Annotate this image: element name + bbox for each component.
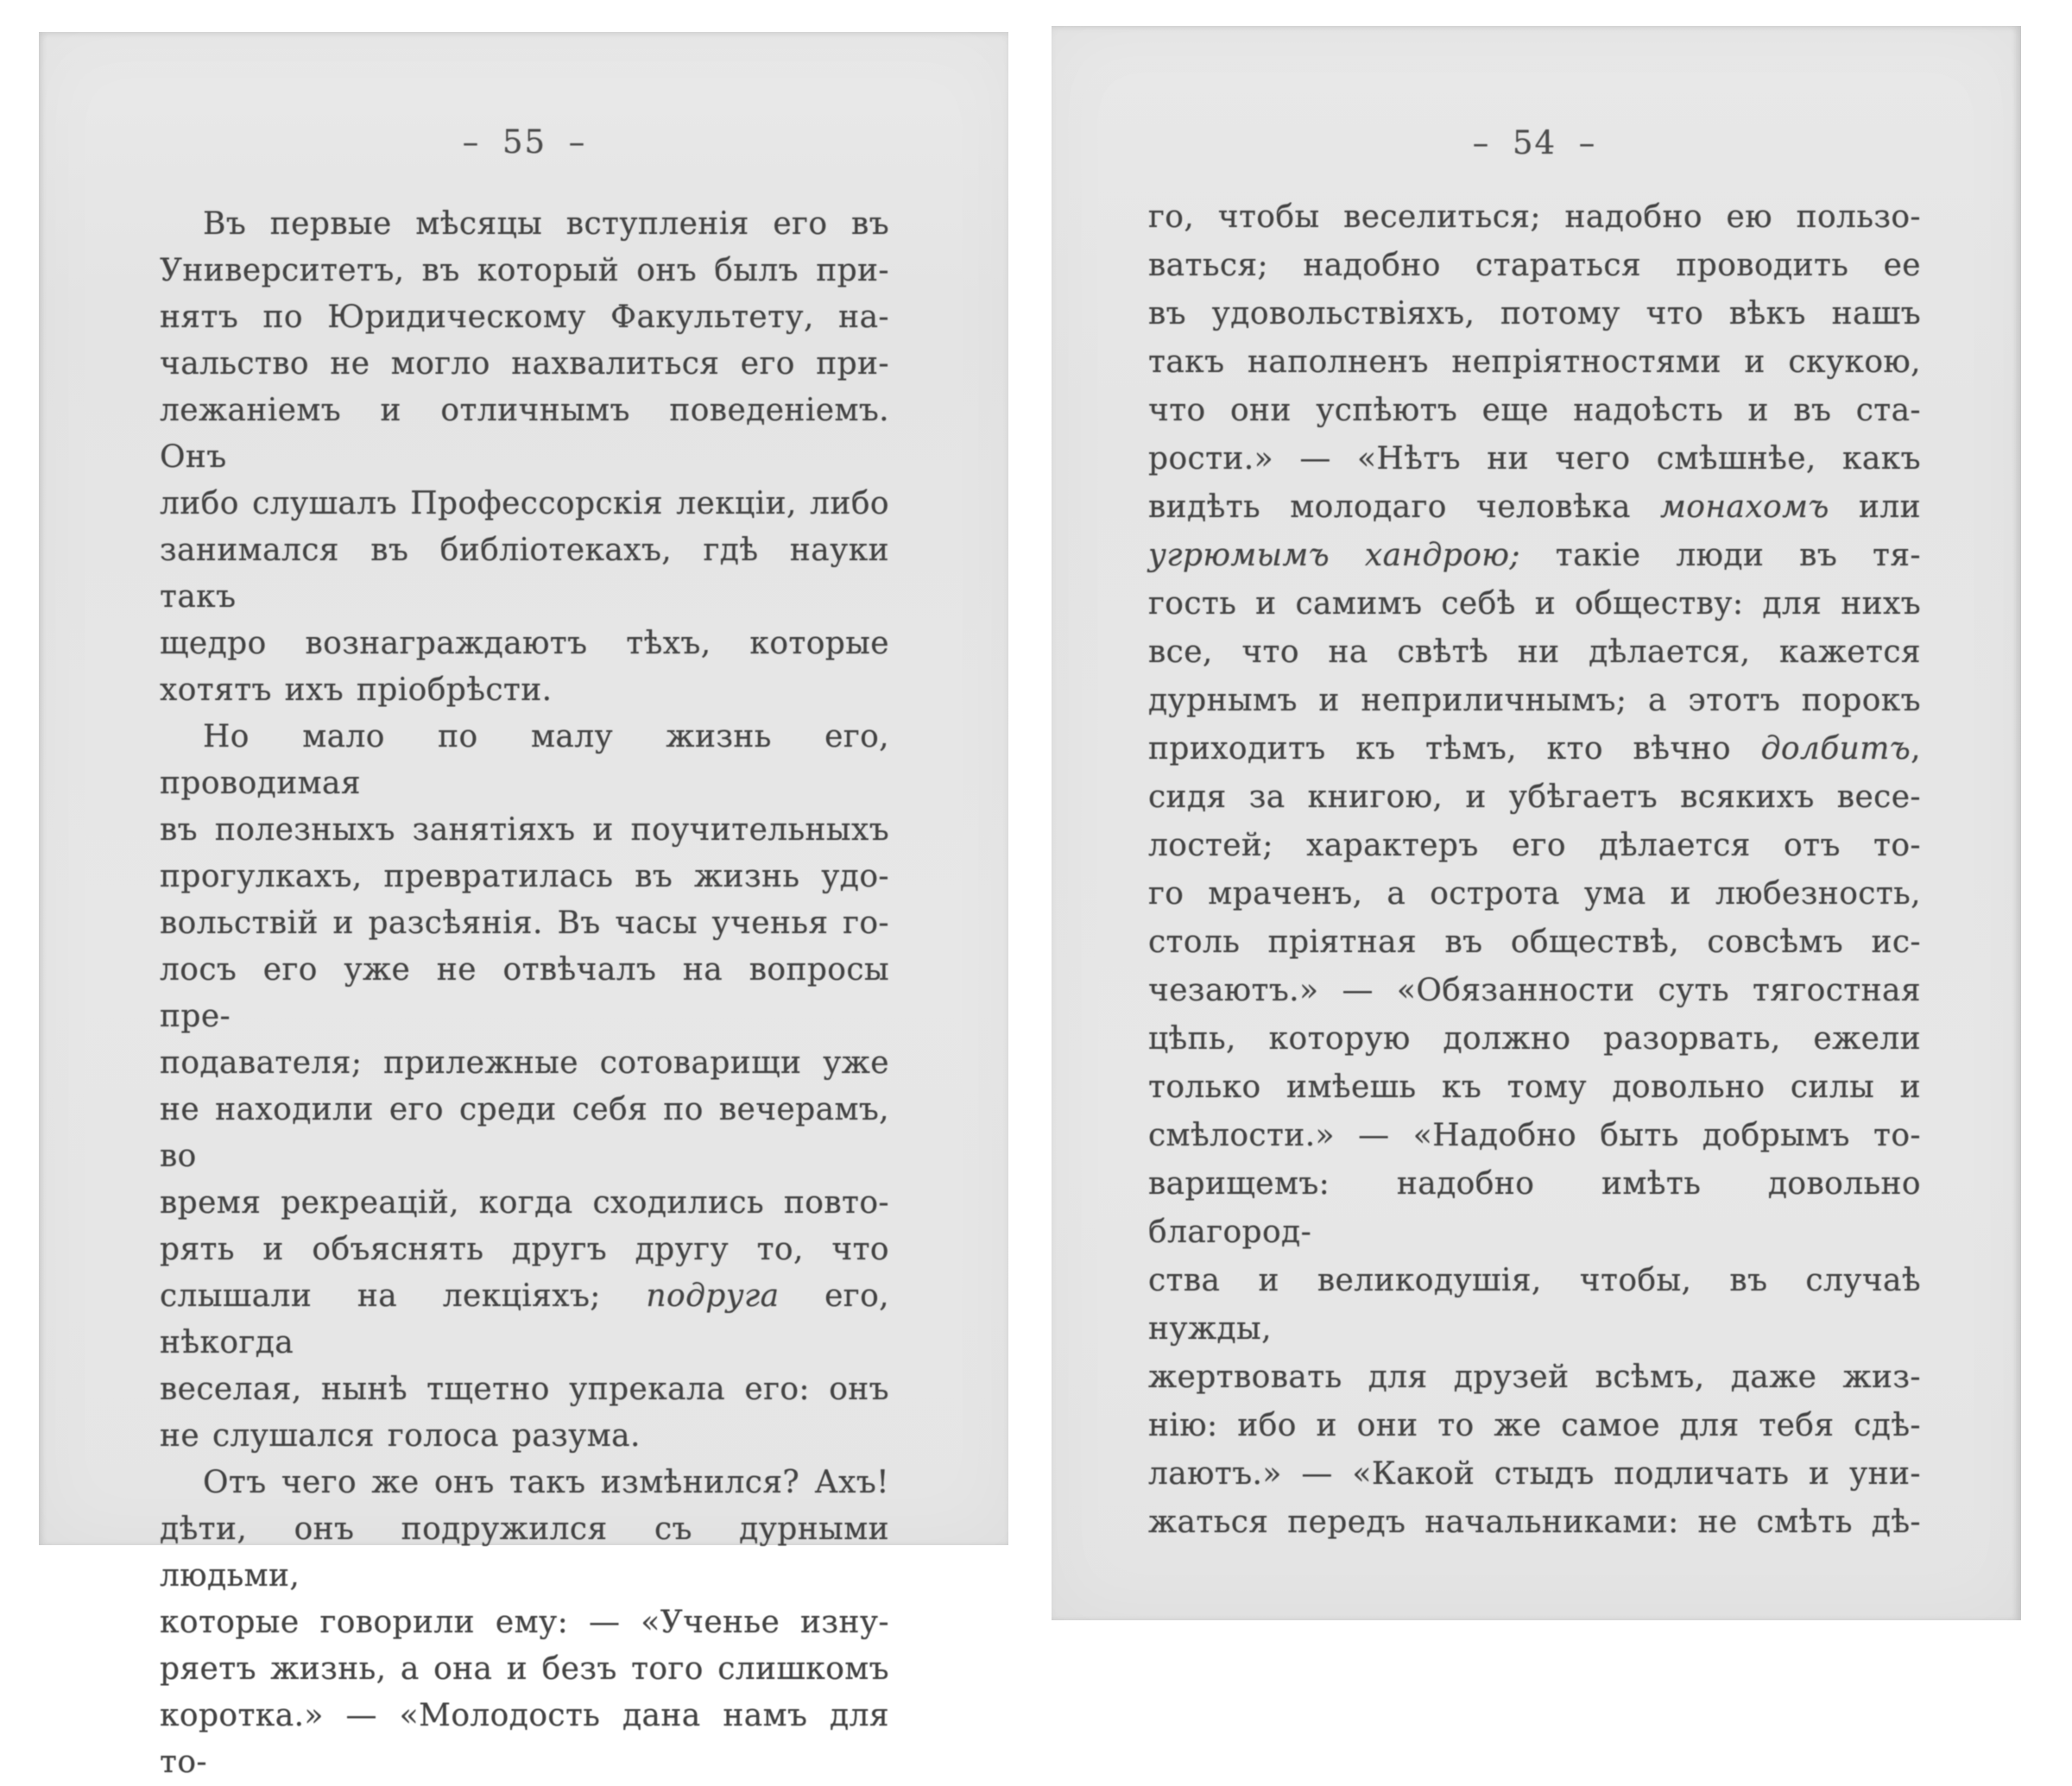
text-line: [1148, 918, 1921, 967]
text-run: го, чтобы веселиться; надобно ею пользо-: [1148, 199, 1921, 235]
text-line: [160, 1227, 889, 1273]
left-page-text-block: [160, 201, 889, 1786]
text-run: дурнымъ и неприличнымъ; а этотъ порокъ: [1148, 683, 1921, 718]
text-line: [160, 388, 889, 481]
left-page: [39, 32, 1008, 1780]
text-run: не находили его среди себя по вечерамъ, во: [160, 1092, 889, 1174]
text-line: [160, 807, 889, 854]
page-number-left: – 55 –: [462, 123, 587, 161]
text-line: [1148, 532, 1921, 580]
text-line: [160, 248, 889, 294]
text-run: го мраченъ, а острота ума и любезность,: [1148, 876, 1921, 912]
text-line: [1148, 1257, 1921, 1354]
text-line: [1148, 193, 1921, 242]
text-run: въ полезныхъ занятіяхъ и поучительныхъ: [160, 812, 889, 848]
text-line: [1148, 242, 1921, 290]
text-line: [160, 1460, 889, 1506]
text-run: или: [1829, 489, 1922, 525]
text-run: жаться передъ начальниками: не смѣть дѣ-: [1148, 1505, 1921, 1540]
text-run: Въ первые мѣсяцы вступленія его въ: [203, 206, 889, 242]
text-line: [1148, 725, 1921, 773]
text-line: [1148, 1112, 1921, 1160]
text-run: цѣпь, которую должно разорвать, ежели: [1148, 1021, 1921, 1057]
text-line: [1148, 870, 1921, 918]
text-line: [160, 714, 889, 807]
text-line: [160, 1693, 889, 1786]
text-run: ,: [1911, 731, 1921, 767]
text-run: столь пріятная въ обществѣ, совсѣмъ ис-: [1148, 925, 1921, 960]
text-line: [160, 1040, 889, 1087]
text-run: подавателя; прилежные сотоварищи уже: [160, 1045, 889, 1081]
text-run: лаютъ.» — «Какой стыдъ подличать и уни-: [1148, 1456, 1921, 1492]
text-run: такіе люди въ тя-: [1519, 538, 1921, 573]
text-run: Отъ чего же онъ такъ измѣнился? Ахъ!: [203, 1465, 889, 1500]
text-line: [160, 1413, 889, 1460]
text-run: чальство не могло нахвалиться его при-: [160, 346, 889, 382]
right-page-text-block: [1148, 193, 1921, 1547]
text-run: слышали на лекціяхъ;: [160, 1278, 647, 1314]
text-run: лежаніемъ и отличнымъ поведеніемъ. Онъ: [160, 393, 889, 475]
text-run: ства и великодушія, чтобы, въ случаѣ нужды,: [1148, 1263, 1921, 1347]
text-run: ваться; надобно стараться проводить ее: [1148, 248, 1921, 283]
text-line: [160, 1600, 889, 1646]
text-run: вольствій и разсѣянія. Въ часы ученья го-: [160, 906, 889, 941]
text-line: [160, 481, 889, 527]
text-line: [160, 1646, 889, 1693]
text-run: дѣти, онъ подружился съ дурными людьми,: [160, 1511, 889, 1594]
italic-phrase: долбитъ: [1760, 731, 1911, 767]
text-line: [1148, 1015, 1921, 1063]
text-run: либо слушалъ Профессорскія лекціи, либо: [160, 486, 889, 521]
text-run: видѣть молодаго человѣка: [1148, 489, 1661, 525]
text-run: нію: ибо и они то же самое для тебя сдѣ-: [1148, 1408, 1921, 1443]
text-line: [160, 201, 889, 248]
text-line: [1148, 483, 1921, 532]
text-run: которые говорили ему: — «Ученье изну-: [160, 1605, 889, 1640]
text-line: [1148, 1354, 1921, 1402]
text-run: щедро вознаграждаютъ тѣхъ, которые: [160, 626, 889, 661]
right-page: [1052, 26, 2021, 1620]
text-run: въ удовольствіяхъ, потому что вѣкъ нашъ: [1148, 296, 1921, 331]
text-line: [160, 667, 889, 714]
text-line: [160, 1366, 889, 1413]
text-run: ряетъ жизнь, а она и безъ того слишкомъ: [160, 1651, 889, 1687]
text-run: варищемъ: надобно имѣть довольно благород-: [1148, 1166, 1921, 1250]
text-line: [160, 947, 889, 1040]
text-run: не слушался голоса разума.: [160, 1418, 641, 1454]
text-line: [160, 294, 889, 341]
text-run: нятъ по Юридическому Факультету, на-: [160, 300, 889, 335]
text-run: лостей; характеръ его дѣлается отъ то-: [1148, 828, 1921, 863]
text-line: [1148, 435, 1921, 483]
text-line: [1148, 1160, 1921, 1257]
text-line: [160, 341, 889, 388]
text-run: лосъ его уже не отвѣчалъ на вопросы пре-: [160, 952, 889, 1034]
text-line: [1148, 773, 1921, 822]
text-run: жертвовать для друзей всѣмъ, даже жиз-: [1148, 1360, 1921, 1395]
text-run: чезаютъ.» — «Обязанности суть тягостная: [1148, 973, 1921, 1008]
text-run: прогулкахъ, превратилась въ жизнь удо-: [160, 859, 889, 894]
text-line: [1148, 387, 1921, 435]
text-run: Университетъ, въ который онъ былъ при-: [160, 253, 889, 288]
text-line: [160, 1506, 889, 1600]
text-line: [160, 621, 889, 667]
italic-phrase: монахомъ: [1660, 489, 1829, 525]
text-line: [1148, 1063, 1921, 1112]
italic-phrase: подруга: [646, 1278, 780, 1314]
text-run: занимался въ библіотекахъ, гдѣ науки такъ: [160, 533, 889, 615]
text-line: [1148, 628, 1921, 677]
italic-phrase: угрюмымъ хандрою;: [1148, 538, 1520, 573]
text-run: приходитъ къ тѣмъ, кто вѣчно: [1148, 731, 1761, 767]
text-line: [1148, 677, 1921, 725]
text-line: [160, 1273, 889, 1366]
text-run: такъ наполненъ непріятностями и скукою,: [1148, 344, 1921, 380]
text-run: гость и самимъ себѣ и обществу: для нихъ: [1148, 586, 1921, 622]
text-line: [1148, 822, 1921, 870]
text-line: [1148, 967, 1921, 1015]
text-run: смѣлости.» — «Надобно быть добрымъ то-: [1148, 1118, 1921, 1153]
text-run: время рекреацій, когда сходились повто-: [160, 1185, 889, 1221]
text-line: [1148, 1402, 1921, 1450]
text-run: все, что на свѣтѣ ни дѣлается, кажется: [1148, 634, 1921, 670]
text-run: что они успѣютъ еще надоѣсть и въ ста-: [1148, 393, 1921, 428]
text-run: Но мало по малу жизнь его, проводимая: [160, 719, 889, 801]
text-line: [160, 527, 889, 621]
text-run: рости.» — «Нѣтъ ни чего смѣшнѣе, какъ: [1148, 441, 1921, 476]
text-line: [160, 1087, 889, 1180]
text-run: рять и объяснять другъ другу то, что: [160, 1232, 889, 1267]
text-line: [160, 1180, 889, 1227]
text-line: [1148, 580, 1921, 628]
text-line: [160, 900, 889, 947]
text-line: [160, 854, 889, 900]
text-run: сидя за книгою, и убѣгаетъ всякихъ весе-: [1148, 779, 1921, 815]
text-run: хотятъ ихъ пріобрѣсти.: [160, 672, 553, 708]
text-run: коротка.» — «Молодость дана намъ для то-: [160, 1698, 889, 1780]
text-run: его, нѣкогда: [160, 1278, 889, 1360]
text-line: [1148, 1499, 1921, 1547]
text-line: [1148, 338, 1921, 387]
text-run: веселая, нынѣ тщетно упрекала его: онъ: [160, 1372, 889, 1407]
text-line: [1148, 290, 1921, 338]
text-run: только имѣешь къ тому довольно силы и: [1148, 1070, 1921, 1105]
text-line: [1148, 1450, 1921, 1499]
page-number-right: – 54 –: [1472, 124, 1597, 161]
